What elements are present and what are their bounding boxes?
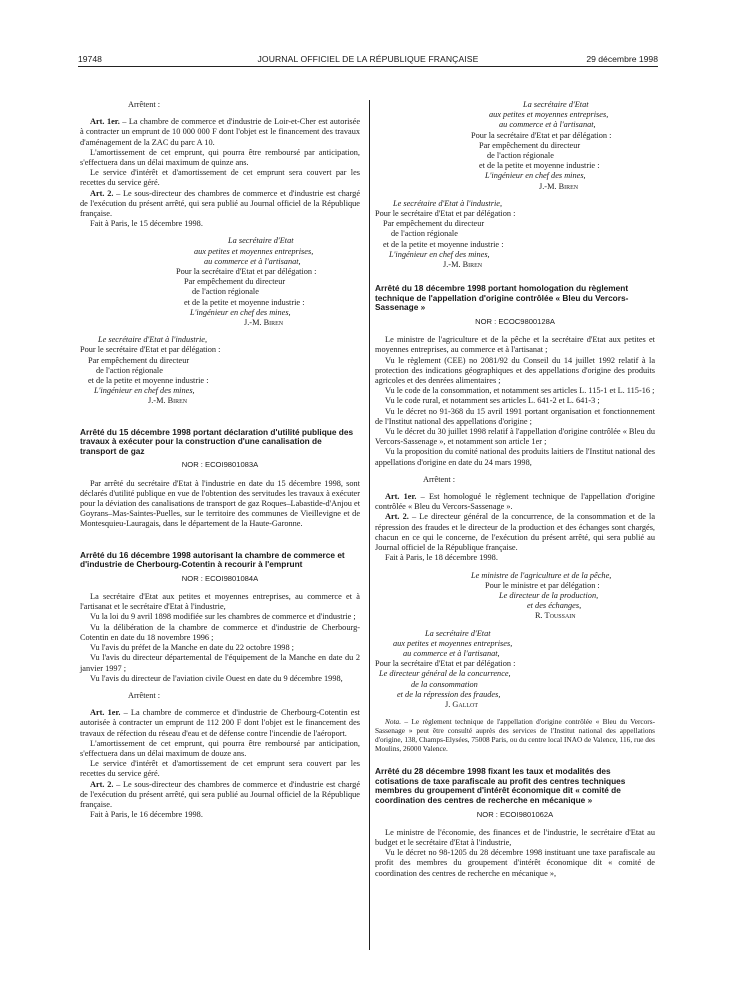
arretent-heading: Arrêtent : [423,474,456,484]
paragraph: Le ministre de l'agriculture et de la pêche et la secrétaire d'Etat aux petites et moyennes entreprises, au commerce et à l'artisanat ; [375,335,655,355]
article-paragraph: Art. 1er. – Est homologué le règlement technique de l'appellation d'origine contrôlée « Bleu du Vercors-Sassenage ». [375,492,655,512]
column-divider [369,100,370,950]
paragraph: Vu la proposition du comité national des produits laitiers de l'Institut national des appellations d'origine en date du 24 mars 1998, [375,447,655,467]
article-paragraph: Art. 2. – Le sous-directeur des chambres de commerce et d'industrie est chargé de l'exécution du présent arrêté, qui sera publié au Journal officiel de la République française. [80,779,360,809]
paragraph: Vu le décret no 91-368 du 15 avril 1991 portant organisation et fonctionnement de l'Institut national des appellations d'origine ; [375,406,655,426]
signature-block: La secrétaire d'Etat aux petites et moyennes entreprises, au commerce et à l'artisanat, Pour la secrétaire d'Etat et par délégation : Par empêchement du directeur de l'action régionale et de la petite et moyenne industrie : L'ingénieur en chef des mines, J.-M. Biren [471,100,612,191]
signature-block: Le ministre de l'agriculture et de la pêche, Pour le ministre et par délégation : Le directeur de la production, et des échanges, R. Toussain [471,570,612,621]
paragraph: Le service d'intérêt et d'amortissement de cet emprunt sera couvert par les recettes du service géré. [80,168,360,188]
nor-reference: NOR : ECOC9800128A [475,317,555,327]
article-label: Art. 1er. [385,492,417,502]
arretent-heading: Arrêtent : [128,100,161,109]
article-paragraph: Art. 2. – Le directeur général de la concurrence, de la consommation et de la répression des fraudes et le directeur de la production et des échanges sont chargés, chacun en ce qui le concerne, de l'exécution du présent arrêté, qui sera publié au Journal officiel de la République française. [375,512,655,553]
arretent-heading: Arrêtent : [128,690,161,700]
header-rule [78,66,658,67]
signature-block: La secrétaire d'Etat aux petites et moyennes entreprises, au commerce et à l'artisanat, Pour la secrétaire d'Etat et par délégation : Le directeur général de la concurrence, de la consommation et de la répression des fraudes, J. Gallot [375,628,516,709]
date-line: Fait à Paris, le 15 décembre 1998. [90,219,203,229]
nor-reference: NOR : ECOI9801084A [181,573,259,583]
article-label: Art. 2. [385,512,409,522]
paragraph: Le ministre de l'économie, des finances et de l'industrie, le secrétaire d'Etat au budget et le secrétaire d'Etat à l'industrie, [375,827,655,847]
article-label: Art. 1er. [90,117,120,127]
paragraph: L'amortissement de cet emprunt, qui pourra être remboursé par anticipation, s'effectuera dans un délai maximum de quinze ans. [80,147,360,168]
paragraph: Le service d'intérêt et d'amortissement de cet emprunt sera couvert par les recettes du service géré. [80,759,360,779]
article-label: Art. 2. [90,779,114,789]
paragraph: Vu le décret no 98-1205 du 28 décembre 1998 instituant une taxe parafiscale au profit des membres du groupement d'intérêt économique dit « comité de coordination des centres de recherche en mécanique », [375,848,655,878]
decree-title: Arrêté du 28 décembre 1998 fixant les taux et modalités des cotisations de taxe parafiscale au profit des centres techniques membres du groupement d'intérêt économique dit « comité de coordination des centres de recherche en mécanique » [375,766,626,805]
article-paragraph: Art. 1er. – La chambre de commerce et d'industrie de Cherbourg-Cotentin est autorisée à contracter un emprunt de 112 200 F dont l'objet est le financement des travaux de réfection du réseau d'eau et de défense contre l'incendie de l'aéroport. [80,708,360,738]
paragraph: Par arrêté du secrétaire d'Etat à l'industrie en date du 15 décembre 1998, sont déclarés d'utilité publique en vue de l'obtention des servitudes les travaux à exécuter pour la déviation des canalisations de transport de gaz Roques–Labastide-d'Anjou et Goyrans–Mas-Saintes-Puelles, sur le territoire des communes de Vieillevigne et de Montesquieu-Lauragais, dans le département de la Haute-Garonne. [80,478,360,529]
paragraph: Vu l'avis du directeur départemental de l'équipement de la Manche en date du 2 janvier 1997 ; [80,653,360,673]
article-paragraph: Art. 1er. – La chambre de commerce et d'industrie de Loir-et-Cher est autorisée à contracter un emprunt de 10 000 000 F dont l'objet est le financement des travaux d'aménagement de la ZAC du parc A 10. [80,117,360,147]
paragraph: Vu le décret du 30 juillet 1998 relatif à l'appellation d'origine contrôlée « Bleu du Vercors-Sassenage », et notamment son article 1er ; [375,427,655,447]
decree-title: Arrêté du 18 décembre 1998 portant homologation du règlement technique de l'appellation d'origine contrôlée « Bleu du Vercors-Sassenage » [375,283,629,313]
paragraph: Vu le code rural, et notamment ses articles L. 641-2 et L. 641-3 ; [385,396,600,406]
paragraph: Vu la loi du 9 avril 1898 modifiée sur les chambres de commerce et d'industrie ; [90,612,356,622]
nota-note: Nota. – Le règlement technique de l'appellation d'origine contrôlée « Bleu du Vercors-Sassenage » peut être consulté auprès des services de l'Institut national des appellations d'origine, 138, Champs-Elysées, 75008 Paris, ou du centre local INAO de Valence, 116, rue des Moulins, 26000 Valence. [375,717,655,754]
signature-block: Le secrétaire d'Etat à l'industrie, Pour le secrétaire d'Etat et par délégation : Par empêchement du directeur de l'action régionale et de la petite et moyenne industrie : L'ingénieur en chef des mines, J.-M. Biren [80,335,221,406]
date-line: Fait à Paris, le 16 décembre 1998. [90,810,203,820]
journal-title: JOURNAL OFFICIEL DE LA RÉPUBLIQUE FRANÇAISE [257,54,479,64]
article-label: Art. 1er. [90,708,121,718]
nota-label: Nota. [385,717,402,727]
paragraph: Vu la délibération de la chambre de commerce et d'industrie de Cherbourg-Cotentin en date du 18 novembre 1996 ; [80,622,360,642]
paragraph: Vu l'avis du préfet de la Manche en date du 22 octobre 1998 ; [90,643,294,653]
decree-title: Arrêté du 15 décembre 1998 portant déclaration d'utilité publique des travaux à exécuter pour la construction d'une canalisation de transport de gaz [80,426,354,456]
paragraph: Vu le code de la consommation, et notamment ses articles L. 115-1 et L. 115-16 ; [385,386,655,396]
signature-block: La secrétaire d'Etat aux petites et moyennes entreprises, au commerce et à l'artisanat, Pour la secrétaire d'Etat et par délégation : Par empêchement du directeur de l'action régionale et de la petite et moyenne industrie : L'ingénieur en chef des mines, J.-M. Biren [176,236,317,328]
date-line: Fait à Paris, le 18 décembre 1998. [385,553,498,563]
article-paragraph: Art. 2. – Le sous-directeur des chambres de commerce et d'industrie est chargé de l'exécution du présent arrêté, qui sera publié au Journal officiel de la République française. [80,188,360,219]
paragraph: L'amortissement de cet emprunt, qui pourra être remboursé par anticipation, s'effectuera dans un délai maximum de douze ans. [80,738,360,758]
nor-reference: NOR : ECOI9801062A [476,809,554,819]
left-column [80,100,360,820]
right-column [375,100,655,879]
article-label: Art. 2. [90,188,114,198]
paragraph: La secrétaire d'Etat aux petites et moyennes entreprises, au commerce et à l'artisanat et le secrétaire d'Etat à l'industrie, [80,592,360,612]
paragraph: Vu le règlement (CEE) no 2081/92 du Conseil du 14 juillet 1992 relatif à la protection des indications géographiques et des appellations d'origine des produits agricoles et des denrées alimentaires ; [375,355,655,386]
issue-date: 29 décembre 1998 [586,54,658,64]
paragraph: Vu l'avis du directeur de l'aviation civile Ouest en date du 9 décembre 1998, [90,673,343,683]
nor-reference: NOR : ECOI9801083A [181,460,259,470]
signature-block: Le secrétaire d'Etat à l'industrie, Pour le secrétaire d'Etat et par délégation : Par empêchement du directeur de l'action régionale et de la petite et moyenne industrie : L'ingénieur en chef des mines, J.-M. Biren [375,198,516,270]
page-number: 19748 [78,54,102,64]
decree-title: Arrêté du 16 décembre 1998 autorisant la chambre de commerce et d'industrie de Cherbourg-Cotentin à recourir à l'emprunt [80,549,345,570]
